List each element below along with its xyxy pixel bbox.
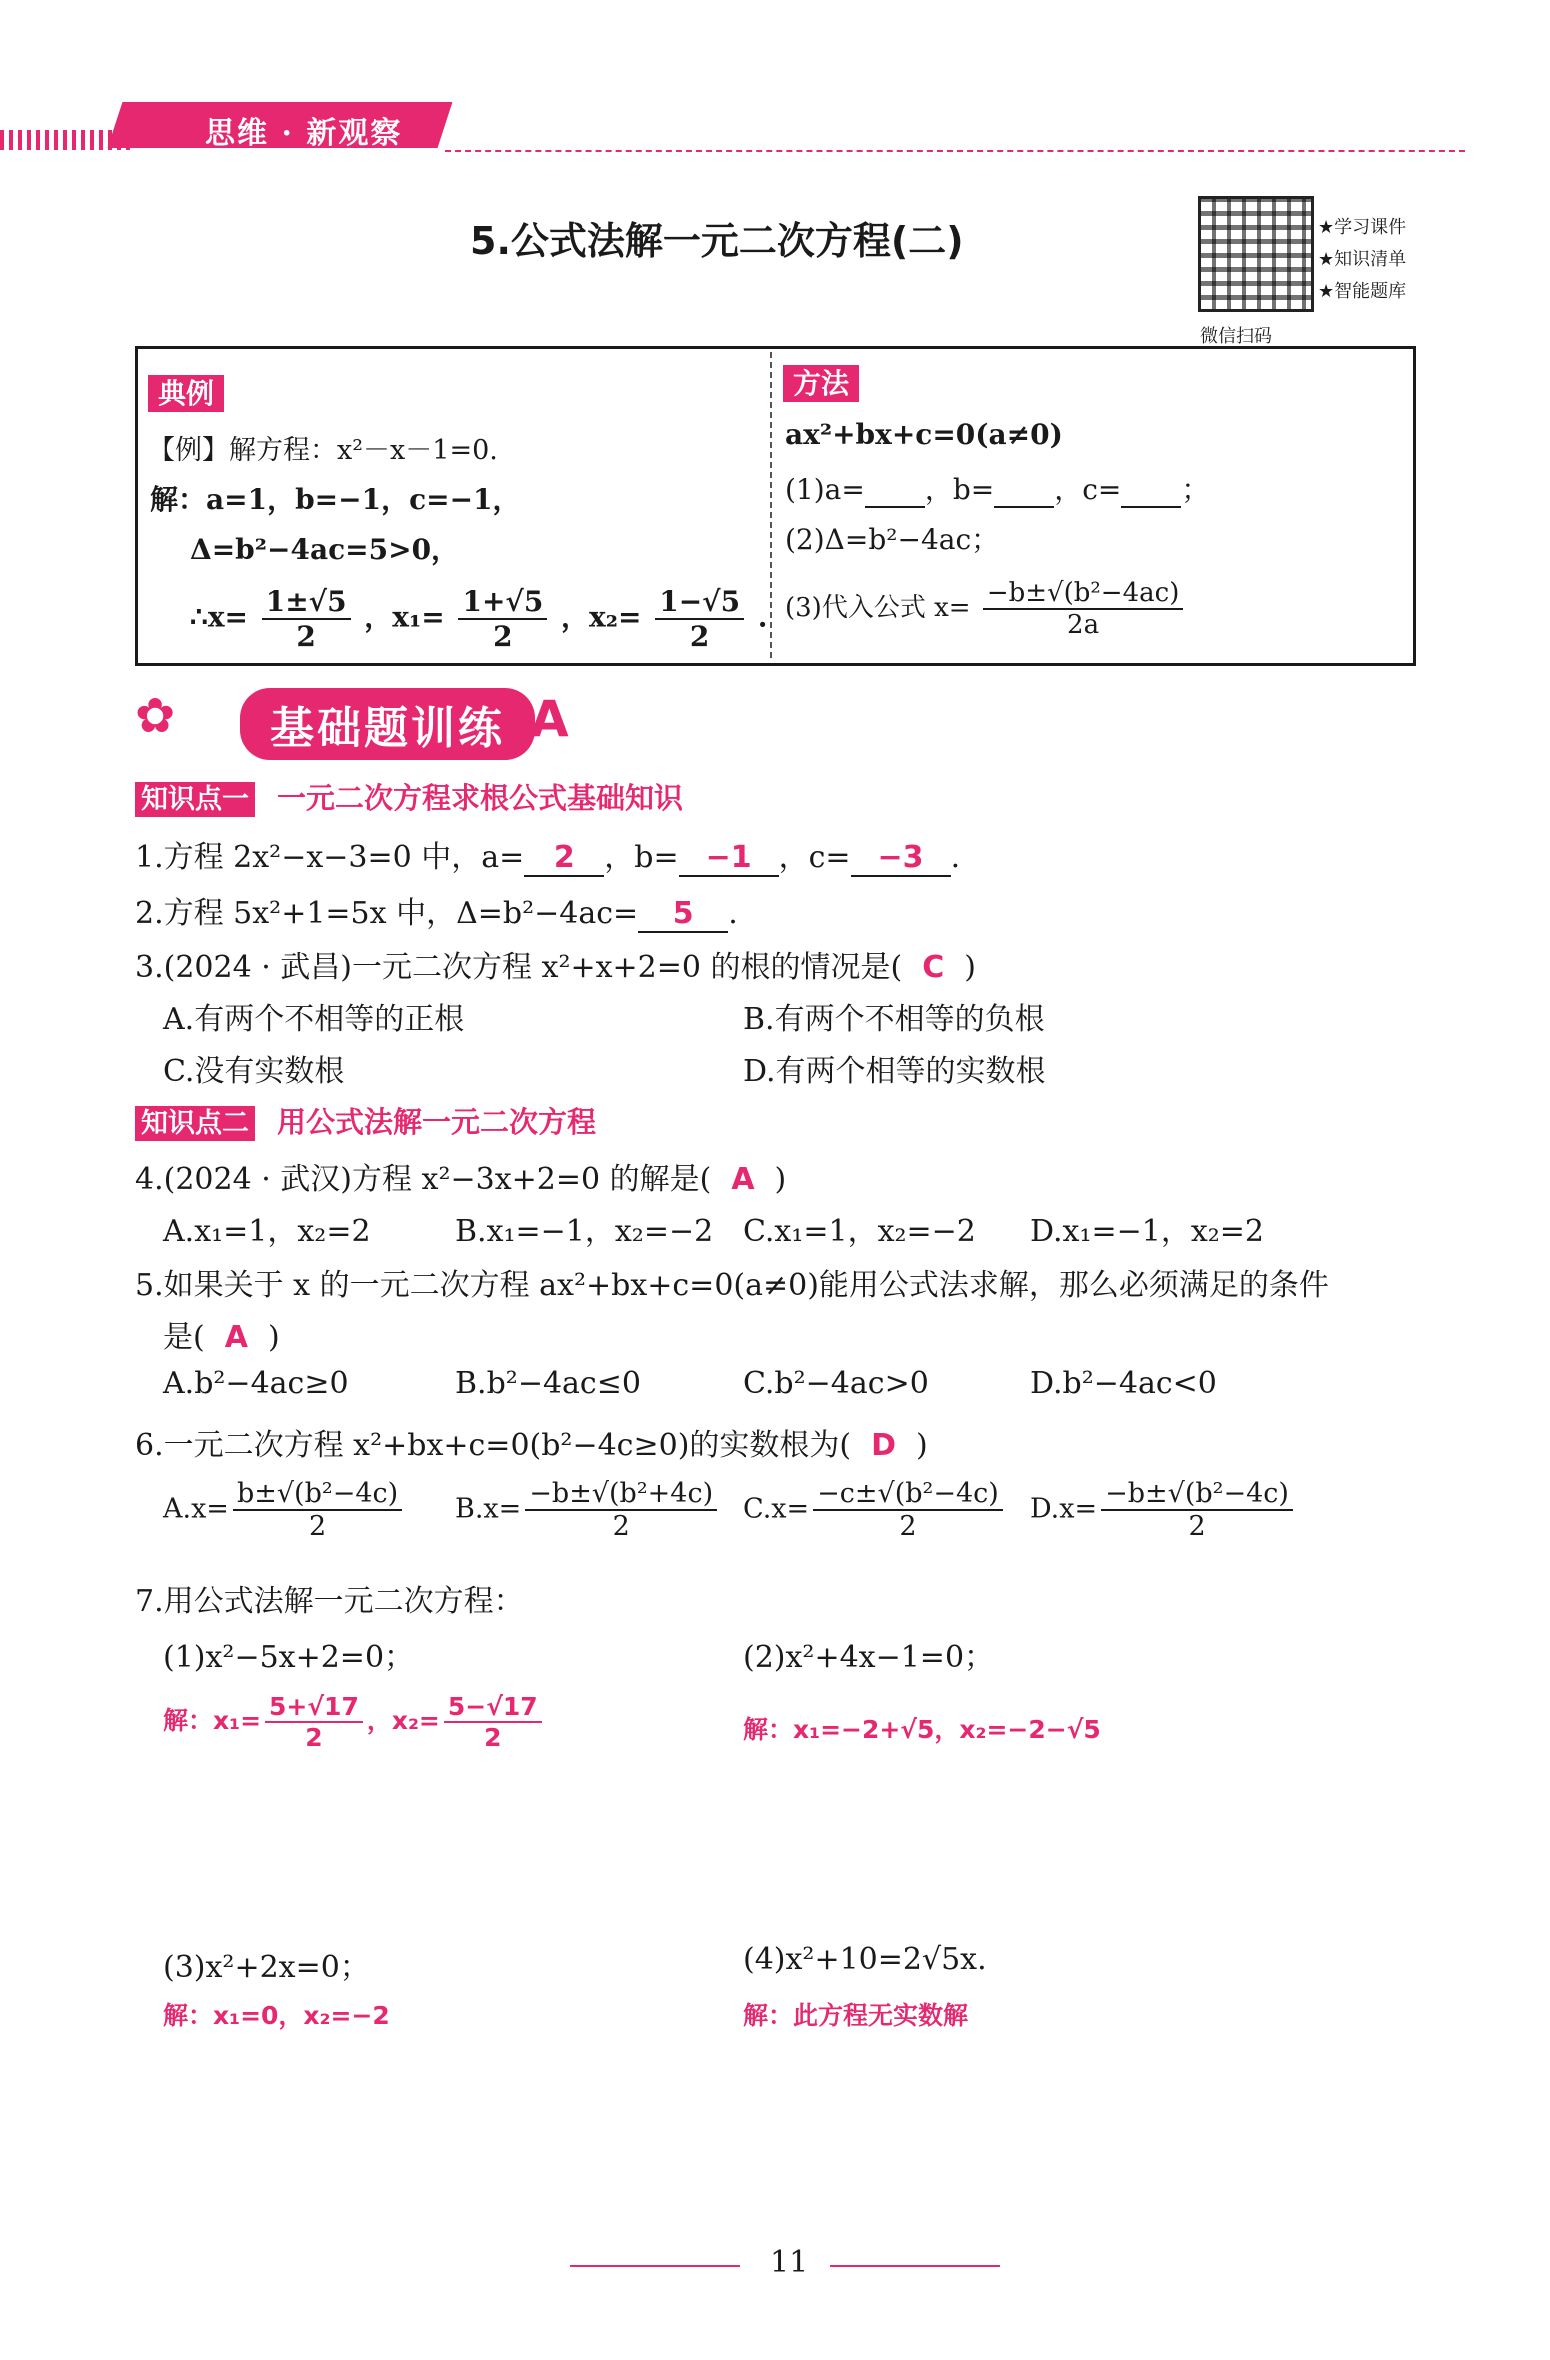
q3-option-c: C.没有实数根 <box>163 1054 345 1089</box>
question-5: 5.如果关于 x 的一元二次方程 ax²+bx+c=0(a≠0)能用公式法求解，那么必须满足的条件 <box>135 1268 1329 1303</box>
qr-feature: ★学习课件 <box>1318 217 1407 238</box>
flower-icon: ✿ <box>135 688 176 744</box>
page-title: 5.公式法解一元二次方程(二) <box>470 219 964 263</box>
q7-part-1: (1)x²−5x+2=0； <box>163 1640 415 1675</box>
question-2: 2.方程 5x²+1=5x 中，Δ=b²−4ac= 5 . <box>135 896 738 931</box>
question-6: 6.一元二次方程 x²+bx+c=0(b²−4c≥0)的实数根为( D ) <box>135 1428 928 1463</box>
q3-option-d: D.有两个相等的实数根 <box>743 1054 1046 1089</box>
method-line3: (2)Δ=b²−4ac； <box>785 523 1000 556</box>
qr-features <box>1318 212 1406 308</box>
q5-option-c: C.b²−4ac>0 <box>743 1366 929 1401</box>
q4-option-a: A.x₁=1，x₂=2 <box>163 1214 371 1249</box>
example-problem: 【例】解方程：x²－x－1=0. <box>148 435 498 466</box>
kp2-title: 用公式法解一元二次方程 <box>277 1105 597 1139</box>
footer-line-left <box>570 2265 740 2267</box>
qr-feature: ★智能题库 <box>1318 281 1407 302</box>
q6-option-b: B.x= $\frac{\text{−b±√(b²+4c)}}{2}$ <box>455 1478 721 1542</box>
question-7: 7.用公式法解一元二次方程： <box>135 1584 524 1619</box>
method-line1: ax²+bx+c=0(a≠0) <box>785 418 1063 451</box>
q6-option-a: A.x= $\frac{\text{b±√(b²−4c)}}{2}$ <box>163 1478 406 1542</box>
qr-scan-label: 微信扫码 <box>1200 326 1272 347</box>
q7-part-4: (4)x²+10=2√5x. <box>743 1942 987 1977</box>
q4-option-d: D.x₁=−1，x₂=2 <box>1030 1214 1264 1249</box>
kp1-title: 一元二次方程求根公式基础知识 <box>277 781 684 815</box>
method-line4: (3)代入公式 x= $\frac{\text{−b±√(b²−4ac)}}{2a}$ <box>785 578 1187 640</box>
example-step2: Δ=b²−4ac=5>0， <box>190 533 460 566</box>
q7-part-3-answer: 解：x₁=0，x₂=−2 <box>163 2001 390 2030</box>
q7-part-3: (3)x²+2x=0； <box>163 1950 370 1985</box>
example-divider <box>770 352 772 658</box>
q7-part-2-answer: 解：x₁=−2+√5，x₂=−2−√5 <box>743 1715 1101 1744</box>
question-4: 4.(2024 · 武汉)方程 x²−3x+2=0 的解是( A ) <box>135 1162 787 1197</box>
q7-part-2: (2)x²+4x−1=0； <box>743 1640 995 1675</box>
example-tag: 典例 <box>148 375 224 412</box>
q5-option-b: B.b²−4ac≤0 <box>455 1366 641 1401</box>
footer-line-right <box>830 2265 1000 2267</box>
kp2-header <box>135 1100 596 1141</box>
kp1-header <box>135 776 683 817</box>
question-3: 3.(2024 · 武昌)一元二次方程 x²+x+2=0 的根的情况是( C ) <box>135 950 976 985</box>
qr-code-icon[interactable] <box>1198 196 1314 312</box>
question-1: 1.方程 2x²−x−3=0 中，a= 2 ，b= −1 ，c= −3 . <box>135 840 961 875</box>
question-5-cont: 是( A ) <box>163 1320 280 1355</box>
example-step1: 解：a=1，b=−1，c=−1， <box>150 483 521 516</box>
qr-feature: ★知识清单 <box>1318 249 1407 270</box>
q7-part-1-answer: 解：x₁= $\frac{5+√17}{2}$ ，x₂= $\frac{5-√17}{2}$ <box>163 1692 546 1752</box>
kp2-tag: 知识点二 <box>135 1106 255 1141</box>
example-solution: ∴x= $\frac{1\pm√5}{2}$ ，x₁= $\frac{1+√5}{2}$ ，x₂= $\frac{1-√5}{2}$ . <box>190 585 768 653</box>
method-tag: 方法 <box>783 365 859 402</box>
q6-option-d: D.x= $\frac{\text{−b±√(b²−4c)}}{2}$ <box>1030 1478 1297 1542</box>
q3-option-b: B.有两个不相等的负根 <box>743 1002 1045 1037</box>
method-line2: (1)a= ，b= ，c= ； <box>785 473 1210 506</box>
header-divider <box>445 150 1465 152</box>
page-number: 11 <box>770 2245 809 2280</box>
kp1-tag: 知识点一 <box>135 782 255 817</box>
q5-option-d: D.b²−4ac<0 <box>1030 1366 1217 1401</box>
q5-option-a: A.b²−4ac≥0 <box>163 1366 349 1401</box>
q7-part-4-answer: 解：此方程无实数解 <box>743 2001 969 2030</box>
header-tab-label: 思维 · 新观察 <box>205 116 403 151</box>
section-banner: 基础题训练 <box>240 688 535 760</box>
q4-option-c: C.x₁=1，x₂=−2 <box>743 1214 976 1249</box>
q6-option-c: C.x= $\frac{\text{−c±√(b²−4c)}}{2}$ <box>743 1478 1007 1542</box>
q3-option-a: A.有两个不相等的正根 <box>163 1002 465 1037</box>
section-letter: A <box>530 690 569 748</box>
q4-option-b: B.x₁=−1，x₂=−2 <box>455 1214 714 1249</box>
